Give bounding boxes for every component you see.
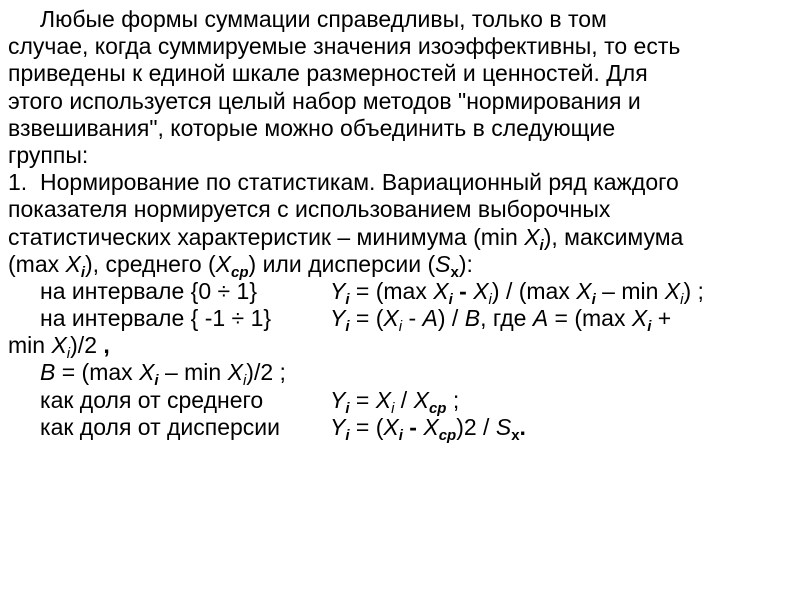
slide-text (8, 6, 794, 444)
paragraph-line: группы: (8, 141, 89, 168)
list-item-1-line: показателя нормируется с использованием выборочных (8, 196, 611, 223)
formula-continuation: $\min X_i)/2$ , (8, 332, 110, 363)
list-item-1-line: (max $X_i$), среднего $(X_{cp})$ или дисперсии $(S_x)$: (8, 250, 473, 281)
paragraph-line: взвешивания", которые можно объединить в следующие (8, 114, 616, 141)
formula-dispersion: как доля от дисперсии $Y_i = (X_i - X_{cp})2 / S_x$. (40, 413, 526, 444)
formula-mean: как доля от среднего $Y_i = X_i / X_{cp}$ ; (40, 386, 460, 417)
paragraph-line: этого используется целый набор методов "нормирования и (8, 87, 641, 114)
paragraph-line: случае, когда суммируемые значения изоэффективны, то есть (8, 33, 681, 60)
formula-label: на интервале { -1 ÷ 1} (40, 305, 272, 332)
paragraph-line: приведены к единой шкале размерностей и ценностей. Для (8, 60, 648, 87)
formula-label: как доля от среднего (40, 386, 264, 413)
formula-interval-0-1: на интервале {0 ÷ 1} $Y_i = (\max$ $X_i - X_i) / (\max$ $X_i$ – $\min X_i$) ; (40, 277, 704, 308)
formula-interval-m1-1: на интервале { -1 ÷ 1} $Y_i = (X_i - A) / B$, где A = (max $X_i$ + (40, 305, 672, 336)
paragraph-line: Любые формы суммации справедливы, только в том (40, 6, 607, 32)
formula-label: как доля от дисперсии (40, 413, 280, 440)
list-item-text: Нормирование по статистикам. Вариационный ряд каждого (40, 169, 679, 196)
formula-label: на интервале {0 ÷ 1} (40, 277, 257, 304)
list-item-1-line (8, 169, 794, 196)
list-item-number: 1. (8, 169, 28, 196)
list-item-1-line: статистических характеристик – минимума (min $X_i$), максимума (8, 223, 684, 254)
formula-b: B = (max $X_i$ – $\min X_i)/2$ ; (40, 359, 286, 390)
